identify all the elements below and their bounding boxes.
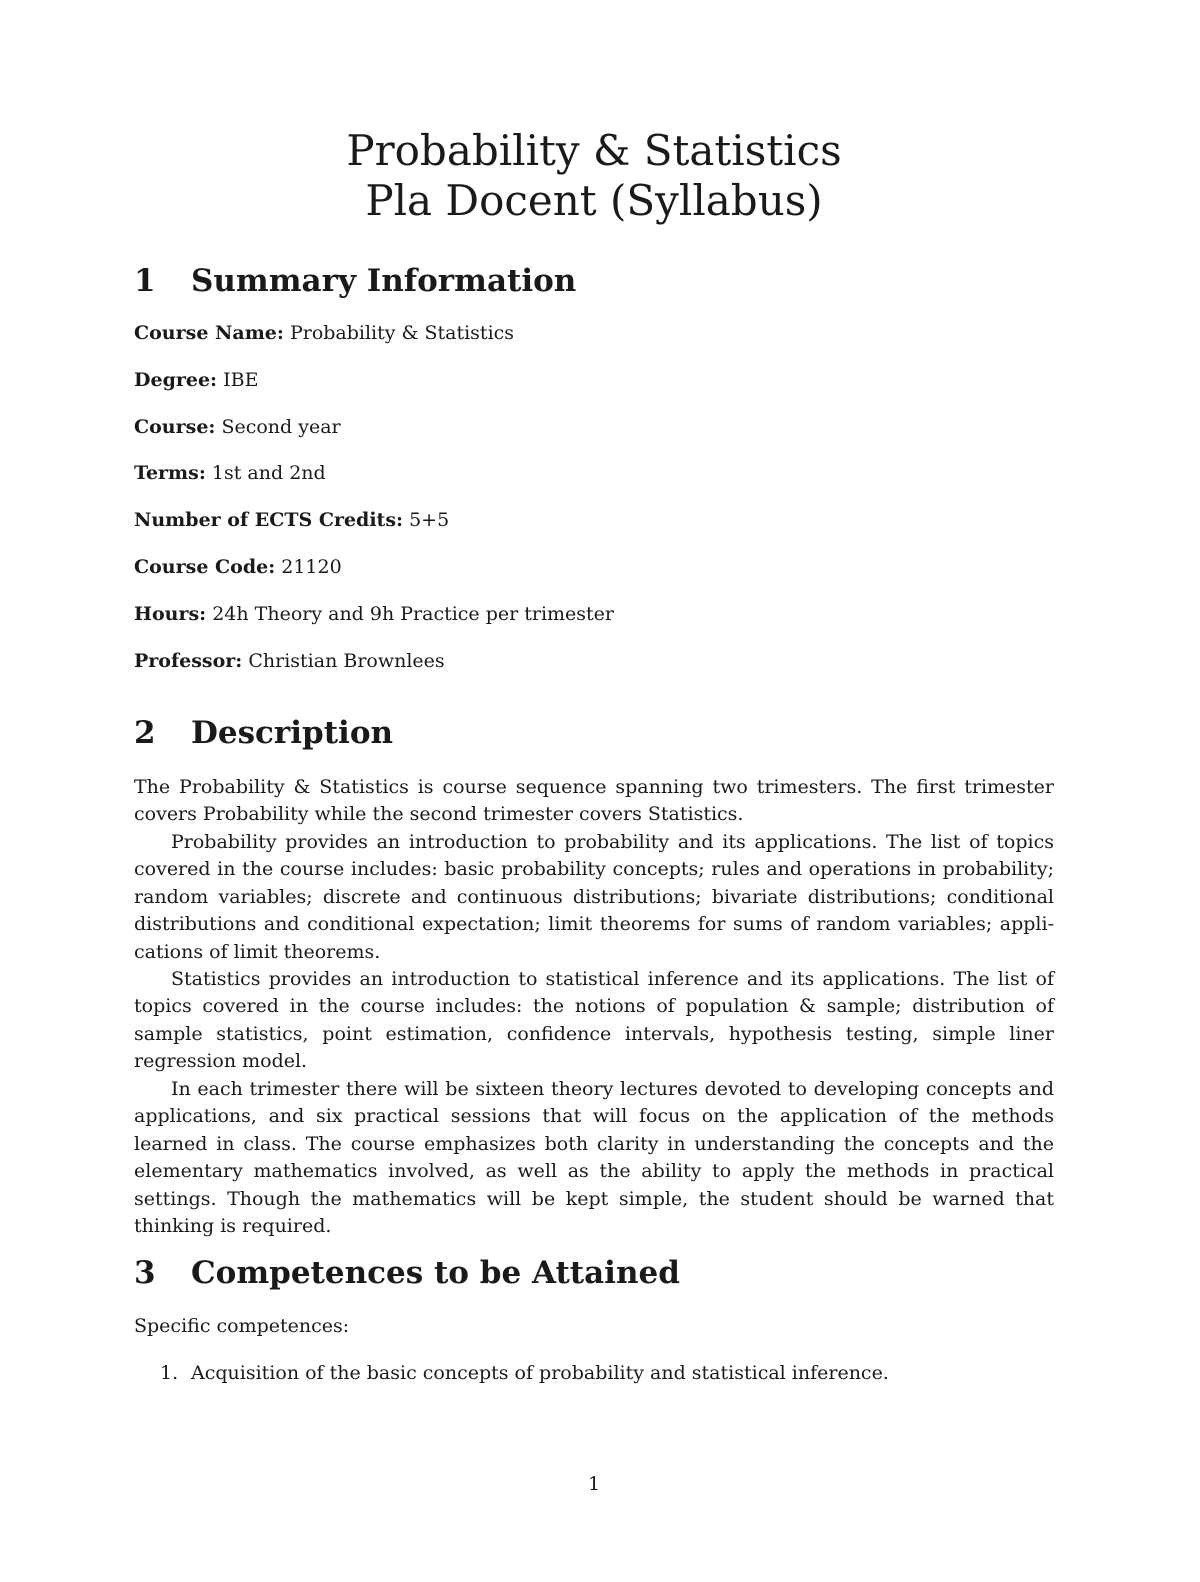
list-marker: 1.	[160, 1362, 179, 1384]
field-label: Course Name:	[134, 322, 284, 344]
field-degree	[134, 368, 258, 392]
field-value: IBE	[217, 369, 259, 391]
field-label: Terms:	[134, 462, 206, 484]
competences-intro: Specific competences:	[134, 1315, 350, 1337]
section-heading-description	[134, 715, 393, 751]
page-number: 1	[587, 1473, 601, 1495]
title-line-2: Pla Docent (Syllabus)	[365, 176, 823, 225]
section-number: 3	[134, 1255, 156, 1291]
section-title: Description	[191, 715, 394, 751]
field-label: Hours:	[134, 603, 207, 625]
field-course-code	[134, 555, 342, 579]
field-value: Probability & Statistics	[283, 322, 515, 344]
field-course-name	[134, 321, 514, 345]
field-ects-credits	[134, 508, 449, 532]
field-label: Degree:	[134, 369, 218, 391]
section-title: Competences to be Attained	[191, 1255, 680, 1291]
section-number: 2	[134, 715, 156, 751]
field-course	[134, 415, 341, 439]
field-professor	[134, 649, 445, 673]
description-paragraph: Statistics provides an introduction to statistical inference and its applications. The list of topics covered in the course includes: the notions of population & sample; distribution of sample statistics, point estimation, confidence intervals, hypothesis testing, simple liner regression model.	[134, 968, 1054, 1073]
list-item-text: Acquisition of the basic concepts of probability and statistical inference.	[191, 1362, 889, 1384]
field-label: Course:	[134, 416, 216, 438]
field-value: 1st and 2nd	[205, 462, 326, 484]
document-title	[0, 126, 1188, 226]
field-hours	[134, 602, 614, 626]
description-paragraph: The Probability & Statistics is course sequence spanning two trimesters. The first trimester covers Probability while the second trimester covers Statistics.	[134, 776, 1054, 826]
field-value: 24h Theory and 9h Practice per trimester	[206, 603, 615, 625]
field-label: Course Code:	[134, 556, 276, 578]
field-value: Christian Brownlees	[242, 650, 445, 672]
section-title: Summary Information	[191, 263, 577, 299]
title-line-1: Probability & Statistics	[346, 126, 842, 175]
field-value: Second year	[215, 416, 341, 438]
section-number: 1	[134, 263, 156, 299]
description-paragraph: Probability provides an introduction to probability and its applications. The list of topics covered in the course includes: basic probability concepts; rules and operations in probability; random variables; discrete and continuous distributions; bivariate distributions; conditional distributions and conditional expectation; limit theorems for sums of random variables; applications of limit theorems.	[134, 831, 1054, 963]
field-value: 21120	[275, 556, 342, 578]
field-value: 5+5	[403, 509, 450, 531]
section-heading-summary	[134, 263, 576, 299]
list-item	[160, 1361, 889, 1385]
section-heading-competences	[134, 1255, 680, 1291]
field-terms	[134, 461, 326, 485]
description-paragraph: In each trimester there will be sixteen theory lectures devoted to developing concepts and applications, and six practical sessions that will focus on the application of the methods learned in class. The course emphasizes both clarity in understanding the concepts and the elementary mathematics involved, as well as the ability to apply the methods in practical settings. Though the mathematics will be kept simple, the student should be warned that thinking is required.	[134, 1078, 1054, 1238]
field-label: Professor:	[134, 650, 243, 672]
field-label: Number of ECTS Credits:	[134, 509, 404, 531]
